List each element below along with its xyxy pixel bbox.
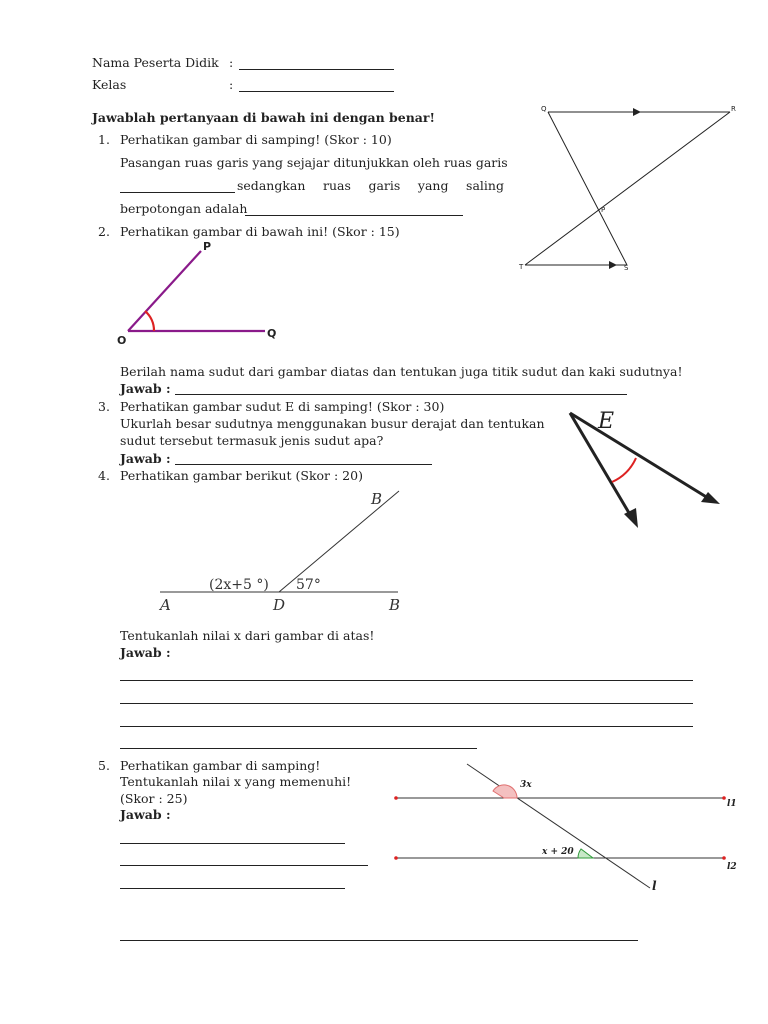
q2-label-p: P — [203, 240, 212, 253]
q4-number: 4. — [98, 468, 110, 483]
q4-figure — [155, 488, 415, 618]
q4-title: Perhatikan gambar berikut (Skor : 20) — [120, 468, 363, 483]
q3-title: Perhatikan gambar sudut E di samping! (Skor : 30) — [120, 399, 445, 414]
q1-line3: berpotongan adalah — [120, 201, 248, 216]
q1-word: garis — [368, 178, 401, 193]
student-name-label: Nama Peserta Didik — [92, 55, 219, 70]
q5-label-x20: x + 20 — [542, 847, 574, 857]
q5-answer-line-1[interactable] — [120, 843, 345, 844]
colon: : — [229, 77, 234, 92]
q3-answer-field[interactable] — [175, 464, 432, 465]
q5-answer-line-3[interactable] — [120, 888, 345, 889]
q4-label-d: D — [273, 596, 286, 614]
q4-label-expr: (2x+5 °) — [209, 577, 269, 593]
q1-word: sedangkan — [237, 178, 306, 193]
q1-label-t: T — [519, 263, 524, 271]
q1-title: Perhatikan gambar di samping! (Skor : 10) — [120, 132, 392, 147]
q1-line2 — [237, 178, 504, 193]
q5-answer-line-2[interactable] — [120, 865, 368, 866]
q1-number: 1. — [98, 132, 110, 147]
q3-line1: Ukurlah besar sudutnya menggunakan busur derajat dan tentukan — [120, 416, 545, 431]
q3-line2: sudut tersebut termasuk jenis sudut apa? — [120, 433, 384, 448]
q1-answer-intersect[interactable] — [245, 215, 463, 216]
q2-number: 2. — [98, 224, 110, 239]
q1-label-r: R — [731, 105, 736, 113]
q3-answer-label: Jawab : — [120, 451, 171, 466]
q4-answer-line-1[interactable] — [120, 680, 693, 681]
student-name-field[interactable] — [239, 69, 394, 70]
q4-answer-line-3[interactable] — [120, 726, 693, 727]
q2-answer-field[interactable] — [175, 394, 627, 395]
q1-word: yang — [417, 178, 449, 193]
q1-figure — [505, 100, 745, 280]
q4-answer-label: Jawab : — [120, 645, 171, 660]
q1-word: saling — [466, 178, 504, 193]
q1-answer-parallel[interactable] — [120, 192, 235, 193]
q5-number: 5. — [98, 758, 110, 773]
instruction-heading: Jawablah pertanyaan di bawah ini dengan benar! — [92, 110, 435, 125]
q3-label-e: E — [598, 409, 615, 434]
q5-label-l: l — [652, 879, 657, 893]
q2-figure — [115, 238, 315, 348]
class-label: Kelas — [92, 77, 127, 92]
q4-label-b: B — [389, 596, 401, 614]
q1-label-p: P — [601, 206, 606, 214]
q5-title: Perhatikan gambar di samping! — [120, 758, 321, 773]
q5-figure — [390, 758, 750, 898]
q1-label-s: S — [624, 264, 629, 272]
q5-answer-line-4[interactable] — [120, 940, 638, 941]
q4-label-angle: 57° — [296, 577, 321, 593]
q5-label-l2: l2 — [727, 862, 737, 872]
q5-answer-label: Jawab : — [120, 807, 171, 822]
q4-prompt: Tentukanlah nilai x dari gambar di atas! — [120, 628, 375, 643]
q5-line1: Tentukanlah nilai x yang memenuhi! — [120, 774, 352, 789]
q5-label-l1: l1 — [727, 799, 737, 809]
q3-number: 3. — [98, 399, 110, 414]
q2-label-q: Q — [267, 327, 277, 340]
q2-title: Perhatikan gambar di bawah ini! (Skor : 15) — [120, 224, 400, 239]
q4-label-b-top: B — [371, 490, 383, 508]
q1-label-q: Q — [541, 105, 547, 113]
q5-label-3x: 3x — [520, 780, 532, 790]
q4-answer-line-2[interactable] — [120, 703, 693, 704]
q3-figure — [560, 400, 730, 540]
q2-label-o: O — [117, 334, 127, 347]
q5-line2: (Skor : 25) — [120, 791, 188, 806]
q2-answer-label: Jawab : — [120, 381, 171, 396]
colon: : — [229, 55, 234, 70]
q1-line1: Pasangan ruas garis yang sejajar ditunjukkan oleh ruas garis — [120, 155, 508, 170]
q4-answer-line-4[interactable] — [120, 748, 477, 749]
q1-word: ruas — [322, 178, 351, 193]
q2-prompt: Berilah nama sudut dari gambar diatas dan tentukan juga titik sudut dan kaki sudutnya! — [120, 364, 683, 379]
class-field[interactable] — [239, 91, 394, 92]
q4-label-a: A — [160, 596, 171, 614]
